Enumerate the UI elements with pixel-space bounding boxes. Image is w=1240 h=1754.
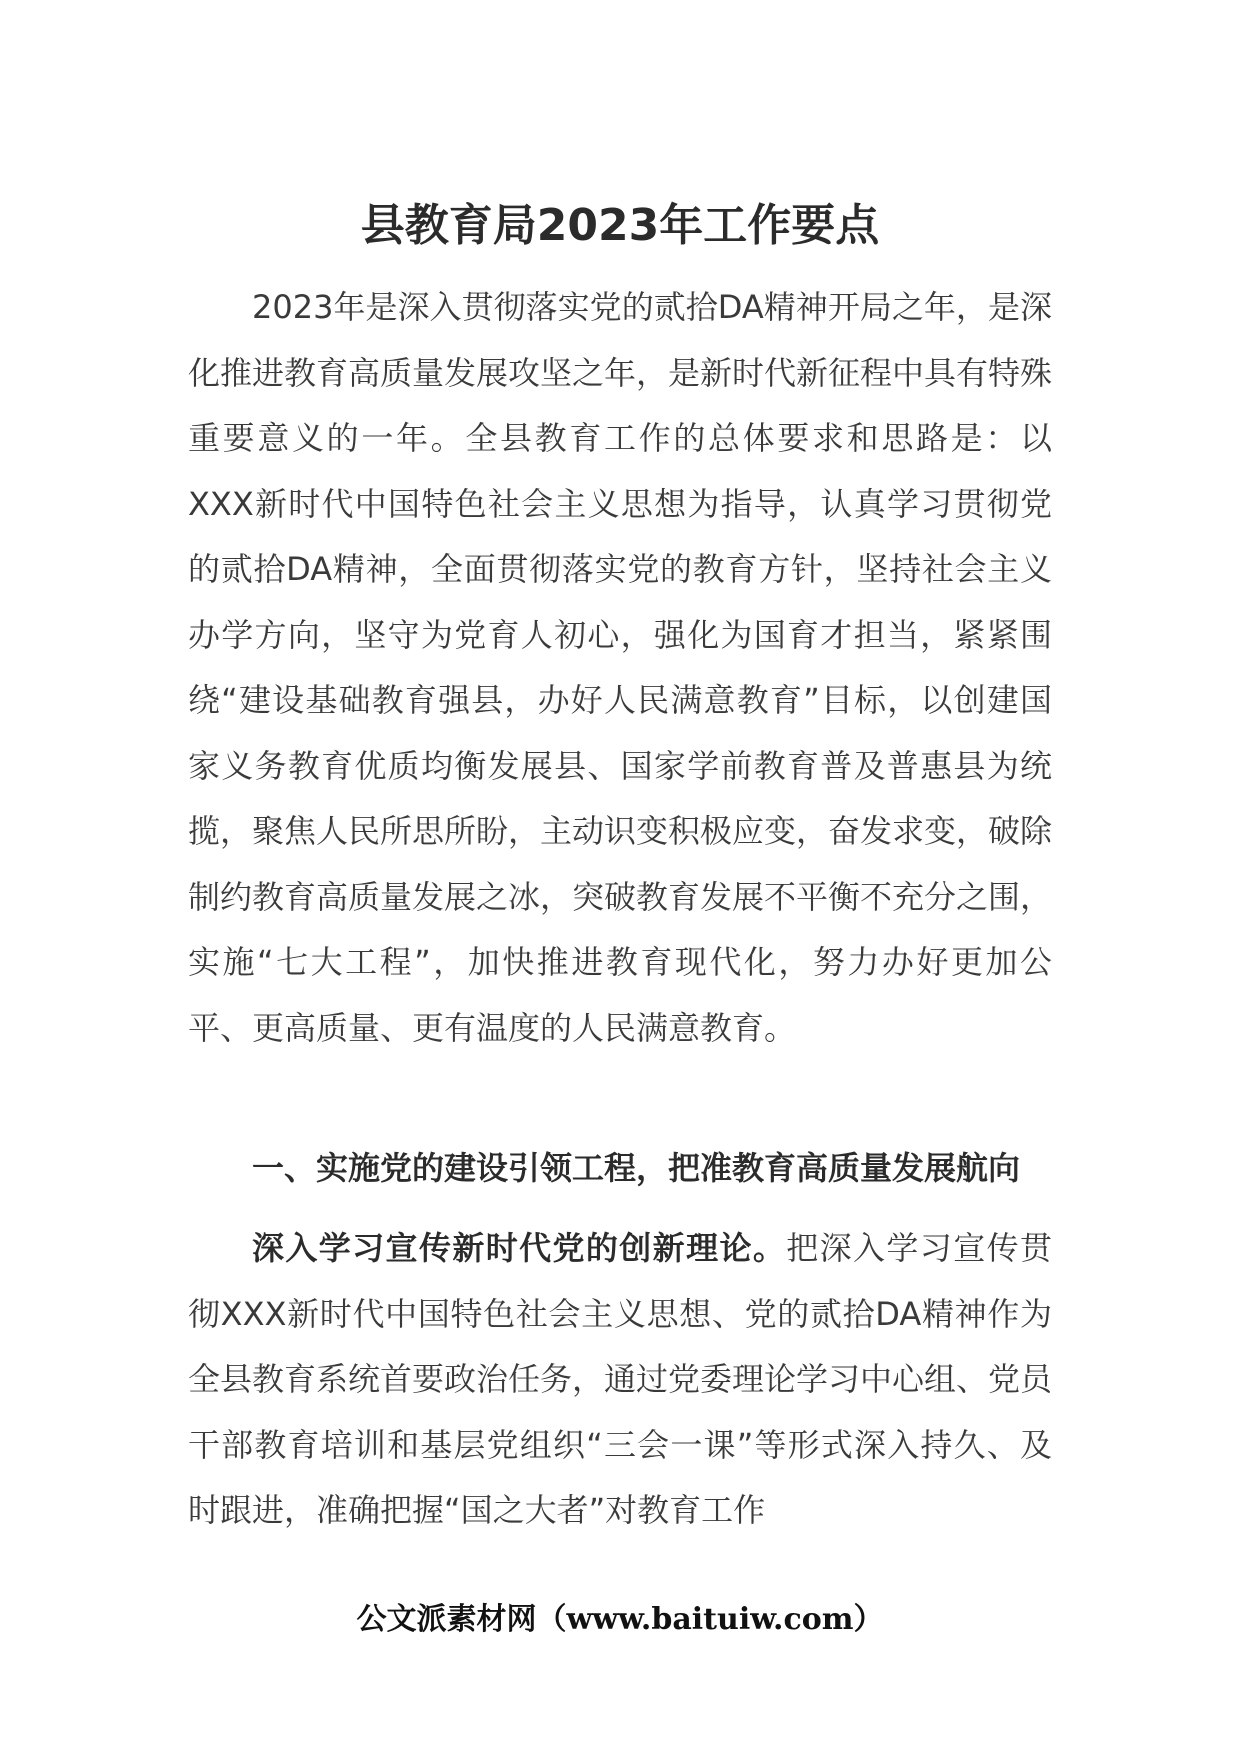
section-paragraph [188, 1216, 1052, 1544]
intro-paragraph: 2023年是深入贯彻落实党的贰拾DA精神开局之年，是深化推进教育高质量发展攻坚之年，是新时代新征程中具有特殊重要意义的一年。全县教育工作的总体要求和思路是：以XXX新时代中国特色社会主义思想为指导，认真学习贯彻党的贰拾DA精神，全面贯彻落实党的教育方针，坚持社会主义办学方向，坚守为党育人初心，强化为国育才担当，紧紧围绕“建设基础教育强县，办好人民满意教育”目标，以创建国家义务教育优质均衡发展县、国家学前教育普及普惠县为统揽，聚焦人民所思所盼，主动识变积极应变，奋发求变，破除制约教育高质量发展之冰，突破教育发展不平衡不充分之围，实施“七大工程”，加快推进教育现代化，努力办好更加公平、更高质量、更有温度的人民满意教育。 [188, 288, 1053, 1047]
paragraph-lead-sentence: 深入学习宣传新时代党的创新理论。 [252, 1229, 787, 1267]
footer-watermark-text: 公文派素材网（www.baituiw.com） [356, 1602, 884, 1637]
document-title: 县教育局2023年工作要点 [360, 200, 880, 251]
paragraph-body-text: 把深入学习宣传贯彻XXX新时代中国特色社会主义思想、党的贰拾DA精神作为全县教育系统首要政治任务，通过党委理论学习中心组、党员干部教育培训和基层党组织“三会一课”等形式深入持久、及时跟进，准确把握“国之大者”对教育工作 [188, 1229, 1053, 1529]
section-heading: 一、实施党的建设引领工程，把准教育高质量发展航向 [252, 1149, 1021, 1187]
